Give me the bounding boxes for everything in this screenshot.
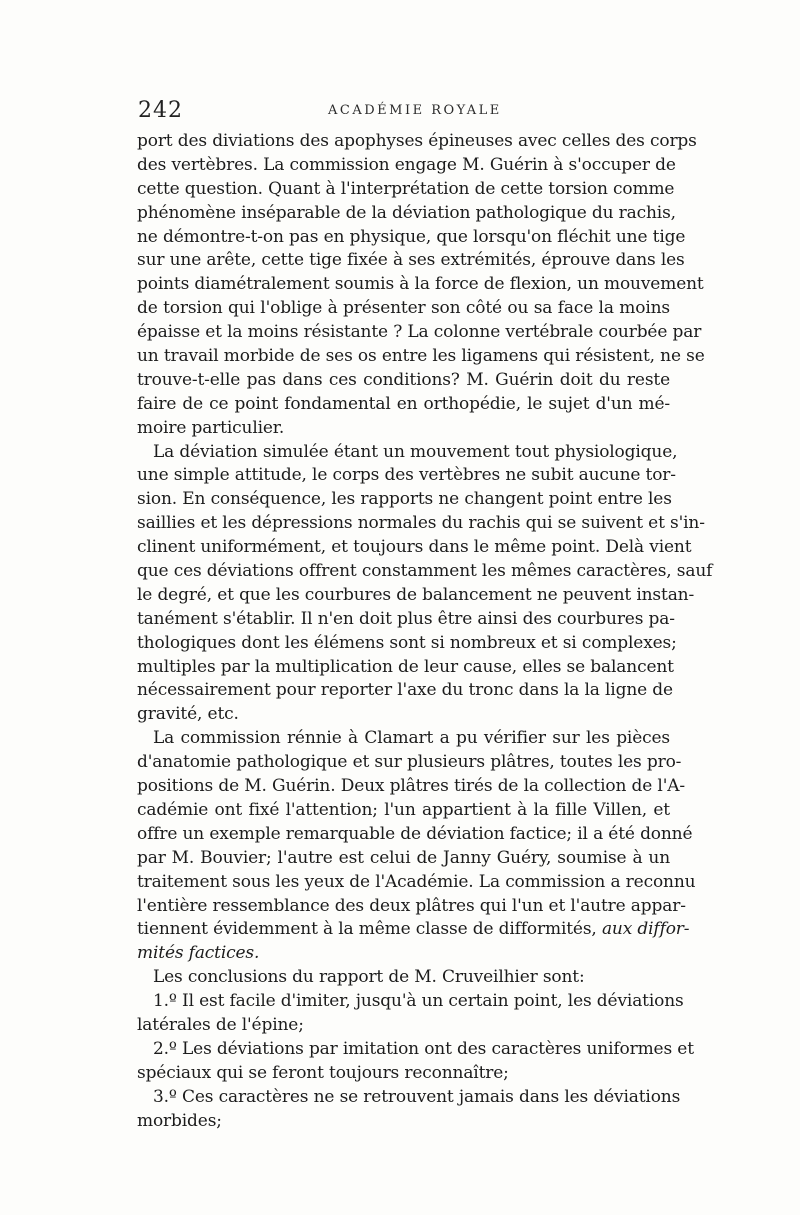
text-line — [137, 560, 713, 584]
line-text: l'entière ressemblance des deux plâtres qui l'un et l'autre appar- — [137, 895, 686, 916]
text-line — [137, 154, 676, 178]
text-line — [137, 895, 686, 919]
line-text: nécessairement pour reporter l'axe du tronc dans la la ligne de — [137, 680, 673, 701]
line-text: le degré, et que les courbures de balancement ne peuvent instan- — [137, 584, 695, 605]
line-text: spéciaux qui se feront toujours reconnaître; — [137, 1062, 509, 1083]
text-line — [137, 608, 675, 632]
text-line — [137, 656, 674, 680]
text-line — [137, 202, 676, 226]
text-line — [137, 464, 676, 488]
line-text: offre un exemple remarquable de déviation factice; il a été donné — [137, 823, 693, 844]
text-line — [137, 345, 705, 369]
line-text: La déviation simulée étant un mouvement tout physiologique, — [153, 441, 678, 462]
text-line — [137, 775, 685, 799]
text-line — [137, 1110, 670, 1134]
text-line — [137, 536, 692, 560]
line-text: sur une arête, cette tige fixée à ses extrémités, éprouve dans les — [137, 250, 685, 271]
line-text: 1.º Il est facile d'imiter, jusqu'à un certain point, les déviations — [153, 991, 684, 1012]
line-text: par M. Bouvier; l'autre est celui de Janny Guéry, soumise à un — [137, 847, 670, 868]
line-text: gravité, etc. — [137, 704, 239, 725]
line-text: faire de ce point fondamental en orthopédie, le sujet d'un mé- — [137, 393, 670, 414]
line-text: une simple attitude, le corps des vertèbres ne subit aucune tor- — [137, 465, 676, 486]
line-text: moire particulier. — [137, 417, 285, 438]
text-line — [137, 703, 670, 727]
line-text: d'anatomie pathologique et sur plusieurs plâtres, toutes les pro- — [137, 752, 682, 773]
text-line — [137, 417, 670, 441]
text-line — [137, 799, 670, 823]
italic-text: aux diffor- — [596, 919, 690, 940]
line-text: La commission rénnie à Clamart a pu vérifier sur les pièces — [153, 728, 670, 749]
line-text: cadémie ont fixé l'attention; l'un appartient à la fille Villen, et — [137, 799, 670, 820]
text-line — [137, 584, 695, 608]
text-line — [137, 1062, 670, 1086]
page-number: 242 — [138, 98, 183, 123]
line-text: latérales de l'épine; — [137, 1014, 304, 1035]
text-line — [137, 966, 670, 990]
text-line — [137, 512, 705, 536]
italic-text: mités factices. — [137, 943, 260, 964]
text-line — [137, 990, 684, 1014]
line-text: port des diviations des apophyses épineuses avec celles des corps — [137, 131, 697, 151]
line-text: traitement sous les yeux de l'Académie. La commission a reconnu — [137, 871, 696, 892]
running-head: ACADÉMIE ROYALE — [328, 103, 502, 118]
text-line — [137, 847, 670, 871]
text-line — [137, 130, 697, 154]
line-text: 2.º Les déviations par imitation ont des caractères uniformes et — [153, 1038, 694, 1059]
text-line — [137, 226, 686, 250]
text-line — [137, 727, 670, 751]
line-text: épaisse et la moins résistante ? La colonne vertébrale courbée par — [137, 322, 702, 343]
text-line — [137, 1086, 681, 1110]
line-text: multiples par la multiplication de leur cause, elles se balancent — [137, 656, 674, 677]
line-text: tiennent évidemment à la même classe de difformités, — [137, 919, 597, 940]
text-line — [137, 871, 696, 895]
line-text: tanément s'établir. Il n'en doit plus être ainsi des courbures pa- — [137, 608, 675, 629]
line-text: sion. En conséquence, les rapports ne changent point entre les — [137, 489, 672, 510]
line-text: saillies et les dépressions normales du rachis qui se suivent et s'in- — [137, 513, 705, 534]
text-line — [137, 321, 702, 345]
text-line — [137, 918, 690, 942]
text-line — [137, 1014, 670, 1038]
line-text: morbides; — [137, 1110, 222, 1131]
line-text: que ces déviations offrent constamment les mêmes caractères, sauf — [137, 561, 713, 582]
text-line — [137, 297, 670, 321]
line-text: des vertèbres. La commission engage M. Guérin à s'occuper de — [137, 154, 676, 175]
line-text: positions de M. Guérin. Deux plâtres tirés de la collection de l'A- — [137, 776, 685, 797]
line-text: cette question. Quant à l'interprétation de cette torsion comme — [137, 178, 675, 199]
line-text: thologiques dont les élémens sont si nombreux et si complexes; — [137, 632, 677, 653]
line-text: 3.º Ces caractères ne se retrouvent jamais dans les déviations — [153, 1086, 681, 1107]
line-text: phénomène inséparable de la déviation pathologique du rachis, — [137, 202, 676, 223]
text-line — [137, 751, 682, 775]
line-text: Les conclusions du rapport de M. Cruveilhier sont: — [153, 967, 585, 988]
line-text: clinent uniformément, et toujours dans le même point. Delà vient — [137, 537, 692, 558]
text-line — [137, 273, 704, 297]
page-header — [138, 98, 670, 126]
body-text — [137, 130, 713, 1133]
text-line — [137, 942, 670, 966]
text-line — [137, 249, 685, 273]
text-line — [137, 369, 670, 393]
text-line — [137, 679, 673, 703]
text-line — [137, 823, 693, 847]
text-line — [137, 178, 675, 202]
text-line — [137, 632, 677, 656]
line-text: un travail morbide de ses os entre les ligamens qui résistent, ne se — [137, 346, 705, 367]
text-line — [137, 393, 670, 417]
line-text: ne démontre-t-on pas en physique, que lorsqu'on fléchit une tige — [137, 226, 686, 247]
text-line — [137, 488, 670, 512]
line-text: trouve-t-elle pas dans ces conditions? M. Guérin doit du reste — [137, 369, 670, 390]
text-line — [137, 441, 678, 465]
line-text: de torsion qui l'oblige à présenter son côté ou sa face la moins — [137, 298, 670, 319]
line-text: points diamétralement soumis à la force de flexion, un mouvement — [137, 274, 704, 295]
text-line — [137, 1038, 694, 1062]
